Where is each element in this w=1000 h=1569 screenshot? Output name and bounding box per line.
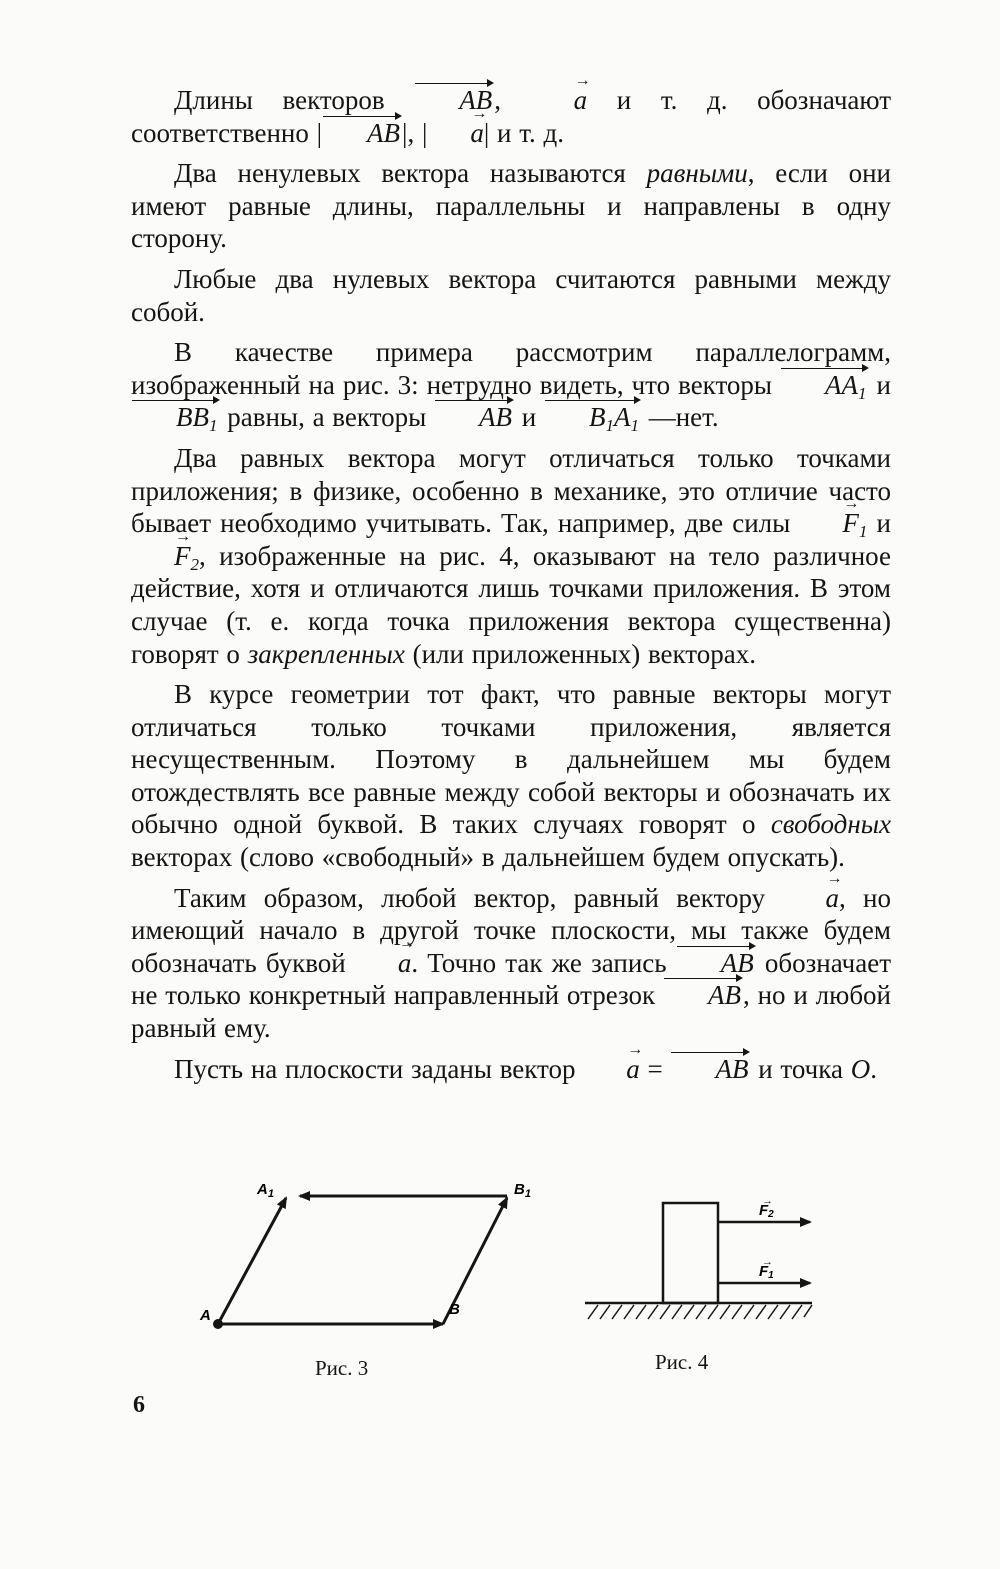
force-F1 bbox=[799, 507, 867, 540]
text: и bbox=[868, 369, 892, 400]
text: Два равных вектора могут отличаться только точками приложения; в физике, особенно в механике, это отличие часто бывает необходимо учитывать. Так, например, две силы bbox=[131, 442, 891, 539]
text: Пусть на плоскости заданы вектор bbox=[174, 1053, 584, 1084]
paragraph-zero-vectors bbox=[131, 263, 891, 328]
vector-a: → a bbox=[355, 947, 412, 980]
paragraph-parallelogram-example bbox=[131, 336, 891, 434]
text: , bbox=[494, 85, 531, 115]
figure-4-forces bbox=[585, 1195, 812, 1319]
figure-3-parallelogram bbox=[199, 1181, 531, 1329]
ground-hatching bbox=[588, 1305, 812, 1319]
vector-BB1 bbox=[131, 401, 220, 434]
figure-diagrams bbox=[0, 1170, 1000, 1400]
page-body bbox=[131, 84, 891, 1093]
page-number: 6 bbox=[133, 1392, 145, 1418]
text: Длины векторов bbox=[174, 85, 415, 115]
text: В качестве примера рассмотрим параллелограмм, изображенный на рис. 3: нетрудно видеть, что векторы bbox=[131, 337, 891, 400]
vector-letter: B bbox=[588, 402, 606, 433]
text: равны, а векторы bbox=[219, 402, 434, 433]
text: (или приложенных) векторах. bbox=[404, 638, 756, 669]
label-letter: F bbox=[759, 1263, 769, 1280]
text: и т. д. обозначают соответственно | bbox=[131, 85, 892, 148]
vector-a: → a bbox=[531, 84, 588, 117]
figure-4-caption: Рис. 4 bbox=[655, 1350, 709, 1374]
vector-letters: BB bbox=[176, 402, 209, 433]
text: , но имеющий начало в другой точке плоскости, мы также будем обозначать буквой bbox=[131, 882, 892, 978]
paragraph-vector-lengths bbox=[131, 84, 891, 149]
text: , но и любой равный ему. bbox=[131, 980, 892, 1044]
label-letter: A bbox=[257, 1181, 268, 1198]
paragraph-free-vectors bbox=[131, 678, 891, 874]
text: . Точно так же запись bbox=[411, 947, 676, 978]
term-free: свободных bbox=[770, 809, 891, 840]
label-subscript: 2 bbox=[768, 1209, 774, 1220]
subscript: 1 bbox=[858, 383, 867, 403]
label-subscript: 1 bbox=[267, 1188, 274, 1200]
paragraph-notation bbox=[131, 882, 891, 1045]
subscript: 1 bbox=[605, 416, 614, 436]
text: . bbox=[870, 1053, 877, 1084]
vector-a: → a bbox=[782, 882, 839, 915]
label-A: A bbox=[200, 1307, 211, 1324]
vector-AB: AB bbox=[434, 401, 514, 434]
label-subscript: 1 bbox=[524, 1188, 531, 1200]
text: векторах (слово «свободный» в дальнейшем будем опускать). bbox=[131, 842, 845, 873]
label-B: B bbox=[449, 1301, 460, 1318]
vector-AB: AB bbox=[676, 947, 756, 980]
point-A-dot bbox=[213, 1319, 223, 1329]
arrow-mark-F2: → bbox=[762, 1195, 773, 1207]
text: Два ненулевых вектора называются bbox=[174, 158, 647, 189]
text: и bbox=[513, 402, 544, 433]
force-letter: F bbox=[174, 540, 191, 571]
text: | и т. д. bbox=[483, 117, 564, 148]
label-letter: B bbox=[514, 1181, 525, 1198]
vector-a: → a bbox=[427, 117, 484, 150]
figures bbox=[0, 1170, 1000, 1400]
text: —нет. bbox=[640, 402, 719, 433]
force-letter: F bbox=[842, 508, 859, 539]
text: Любые два нулевых вектора считаются равными между собой. bbox=[131, 263, 891, 327]
paragraph-application-points bbox=[131, 442, 891, 670]
text: Таким образом, любой вектор, равный вектору bbox=[174, 882, 783, 913]
arrow-mark-F1: → bbox=[762, 1256, 773, 1268]
text: , если они имеют равные длины, параллельны и направлены в одну сторону. bbox=[131, 158, 892, 254]
term-fixed: закрепленных bbox=[247, 638, 405, 669]
vector-AB: AB bbox=[322, 117, 402, 150]
subscript: 1 bbox=[209, 416, 218, 436]
paragraph-equal-vectors-definition bbox=[131, 157, 891, 255]
label-subscript: 1 bbox=[768, 1270, 774, 1281]
text: и точка bbox=[750, 1053, 851, 1084]
block bbox=[663, 1203, 718, 1303]
subscript: 2 bbox=[190, 554, 199, 574]
vector-letters: AA bbox=[825, 369, 859, 400]
text: обозначает не только конкретный направленный отрезок bbox=[131, 947, 891, 1011]
vector-a: → a bbox=[583, 1053, 640, 1086]
vector-letter: A bbox=[613, 402, 631, 433]
label-letter: F bbox=[759, 1202, 769, 1219]
subscript: 1 bbox=[858, 522, 868, 542]
vector-AB: AB bbox=[663, 979, 743, 1012]
vector-AA1-arrow bbox=[218, 1198, 286, 1324]
term-equal: равными bbox=[646, 158, 748, 189]
vector-AB: AB bbox=[414, 84, 494, 117]
text: и bbox=[867, 508, 892, 539]
subscript: 1 bbox=[630, 416, 639, 436]
text: = bbox=[639, 1053, 671, 1084]
figure-3-caption: Рис. 3 bbox=[315, 1356, 369, 1380]
vector-B1A1 bbox=[544, 401, 641, 434]
force-F2 bbox=[131, 540, 199, 573]
point-O: O bbox=[850, 1053, 871, 1084]
text: , изображенные на рис. 4, оказывают на тело различное действие, хотя и отличаются лишь точками приложения. В этом случае (т. е. когда точка приложения вектора существенна) говорят о bbox=[131, 540, 891, 669]
label-A1 bbox=[256, 1181, 274, 1200]
text: В курсе геометрии тот факт, что равные векторы могут отличаться только точками приложения, является несущественным. Поэтому в дальнейшем мы будем отождествлять все равные между собой векторы и обозначать их обычно одной буквой. В таких случаях говорят о bbox=[131, 679, 891, 840]
paragraph-given-vector bbox=[131, 1053, 891, 1086]
vector-AB: AB bbox=[670, 1053, 750, 1086]
vector-AA1 bbox=[780, 369, 869, 402]
text: |, | bbox=[402, 117, 428, 148]
label-B1 bbox=[514, 1181, 531, 1200]
